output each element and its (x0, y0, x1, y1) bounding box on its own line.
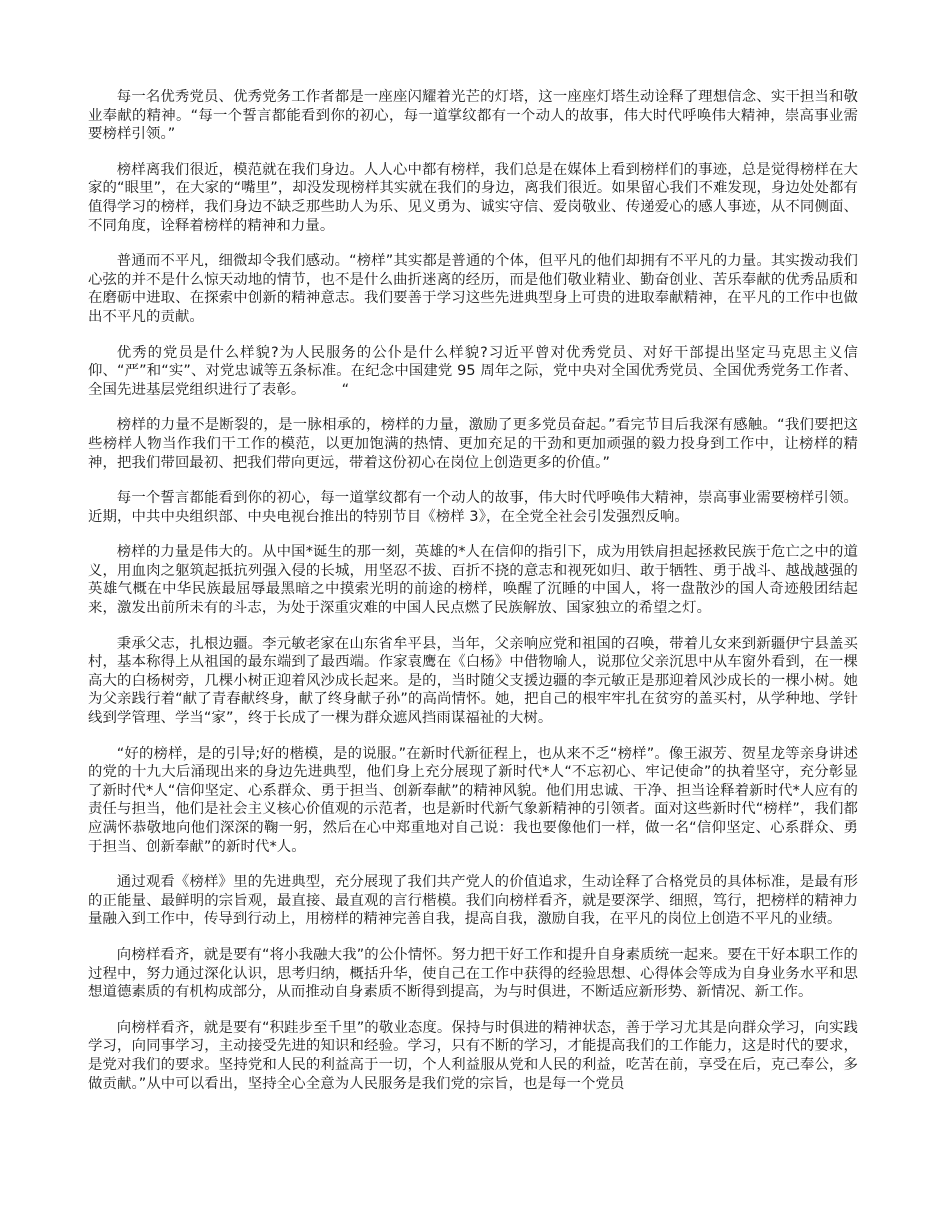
paragraph-9: “好的榜样，是的引导;好的楷模，是的说服。”在新时代新征程上，也从来不乏“榜样”。像王淑芳、贺星龙等亲身讲述的党的十九大后涌现出来的身边先进典型，他们身上充分展现了新时代*人“不忘初心、牢记使命”的执着坚守，充分彰显了新时代*人“信仰坚定、心系群众、勇于担当、创新奉献”的精神风貌。他们用忠诚、干净、担当诠释着新时代*人应有的责任与担当，他们是社会主义核心价值观的示范者，也是新时代新气象新精神的引领者。面对这些新时代“榜样”，我们都应满怀恭敬地向他们深深的鞠一躬，然后在心中郑重地对自己说：我也要像他们一样，做一名“信仰坚定、心系群众、勇于担当、创新奉献”的新时代*人。 (88, 745, 858, 855)
paragraph-2: 榜样离我们很近，模范就在我们身边。人人心中都有榜样，我们总是在媒体上看到榜样们的事迹，总是觉得榜样在大家的“眼里”，在大家的“嘴里”，却没发现榜样其实就在我们的身边，离我们很近。如果留心我们不难发现，身边处处都有值得学习的榜样，我们身边不缺乏那些助人为乐、见义勇为、诚实守信、爱岗敬业、传递爱心的感人事迹，从不同侧面、不同角度，诠释着榜样的精神和力量。 (88, 161, 858, 234)
paragraph-8: 秉承父志，扎根边疆。李元敏老家在山东省牟平县，当年，父亲响应党和祖国的召唤，带着儿女来到新疆伊宁县盖买村，基本称得上从祖国的最东端到了最西端。作家袁鹰在《白杨》中借物喻人，说那位父亲沉思中从车窗外看到，在一棵高大的白杨树旁，几棵小树正迎着风沙成长起来。是的，当时随父支援边疆的李元敏正是那迎着风沙成长的一棵小树。她为父亲践行着“献了青春献终身，献了终身献子孙”的高尚情怀。她，把自己的根牢牢扎在贫穷的盖买村，从学种地、学针线到学管理、学当“家”，终于长成了一棵为群众遮风挡雨谋福祉的大树。 (88, 635, 858, 727)
paragraph-5: 榜样的力量不是断裂的，是一脉相承的，榜样的力量，激励了更多党员奋起。”看完节目后我深有感触。“我们要把这些榜样人物当作我们干工作的模范，以更加饱满的热情、更加充足的干劲和更加顽强的毅力投身到工作中，让榜样的精神，把我们带回最初、把我们带向更远，带着这份初心在岗位上创造更多的价值。” (88, 417, 858, 471)
paragraph-12: 向榜样看齐，就是要有“积跬步至千里”的敬业态度。保持与时俱进的精神状态，善于学习尤其是向群众学习，向实践学习，向同事学习，主动接受先进的知识和经验。学习，只有不断的学习，才能提高我们的工作能力，这是时代的要求，是党对我们的要求。坚持党和人民的利益高于一切，个人利益服从党和人民的利益，吃苦在前，享受在后，克己奉公，多做贡献。”从中可以看出，坚持全心全意为人民服务是我们党的宗旨，也是每一个党员 (88, 1019, 858, 1092)
paragraph-7: 榜样的力量是伟大的。从中国*诞生的那一刻，英雄的*人在信仰的指引下，成为用铁肩担起拯救民族于危亡之中的道义，用血肉之躯筑起抵抗列强入侵的长城，用坚忍不拔、百折不挠的意志和视死如归、敢于牺牲、勇于战斗、越战越强的英雄气概在中华民族最屈辱最黑暗之中摸索光明的前途的榜样，唤醒了沉睡的中国人，将一盘散沙的国人奇迹般团结起来，激发出前所未有的斗志，为处于深重灾难的中国人民点燃了民族解放、国家独立的希望之灯。 (88, 544, 858, 617)
paragraph-4: 优秀的党员是什么样貌?为人民服务的公仆是什么样貌?习近平曾对优秀党员、对好干部提出坚定马克思主义信仰、“严”和“实”、对党忠诚等五条标准。在纪念中国建党 95 周年之际，党中央对全国优秀党员、全国优秀党务工作者、全国先进基层党组织进行了表彰。 “ (88, 344, 858, 398)
paragraph-3: 普通而不平凡，细微却令我们感动。“榜样”其实都是普通的个体，但平凡的他们却拥有不平凡的力量。其实拨动我们心弦的并不是什么惊天动地的情节，也不是什么曲折迷离的经历，而是他们敬业精业、勤奋创业、苦乐奉献的优秀品质和在磨砺中进取、在探索中创新的精神意志。我们要善于学习这些先进典型身上可贵的进取奉献精神，在平凡的工作中也做出不平凡的贡献。 (88, 253, 858, 325)
paragraph-10: 通过观看《榜样》里的先进典型，充分展现了我们共产党人的价值追求，生动诠释了合格党员的具体标准，是最有形的正能量、最鲜明的宗旨观，最直接、最直观的言行楷模。我们向榜样看齐，就是要深学、细照，笃行，把榜样的精神力量融入到工作中，传导到行动上，用榜样的精神完善自我，提高自我，激励自我，在平凡的岗位上创造不平凡的业绩。 (88, 874, 858, 928)
paragraph-11: 向榜样看齐，就是要有“将小我融大我”的公仆情怀。努力把干好工作和提升自身素质统一起来。要在干好本职工作的过程中，努力通过深化认识，思考归纳，概括升华，使自己在工作中获得的经验思想、心得体会等成为自身业务水平和思想道德素质的有机构成部分，从而推动自身素质不断得到提高，为与时俱进，不断适应新形势、新情况、新工作。 (88, 946, 858, 1001)
paragraph-1: 每一名优秀党员、优秀党务工作者都是一座座闪耀着光芒的灯塔，这一座座灯塔生动诠释了理想信念、实干担当和敬业奉献的精神。“每一个誓言都能看到你的初心，每一道掌纹都有一个动人的故事，伟大时代呼唤伟大精神，崇高事业需要榜样引领。” (88, 89, 858, 143)
paragraph-6: 每一个誓言都能看到你的初心，每一道掌纹都有一个动人的故事，伟大时代呼唤伟大精神，崇高事业需要榜样引领。近期，中共中央组织部、中央电视台推出的特别节目《榜样 3》，在全党全社会引发强烈反响。 (88, 490, 858, 525)
